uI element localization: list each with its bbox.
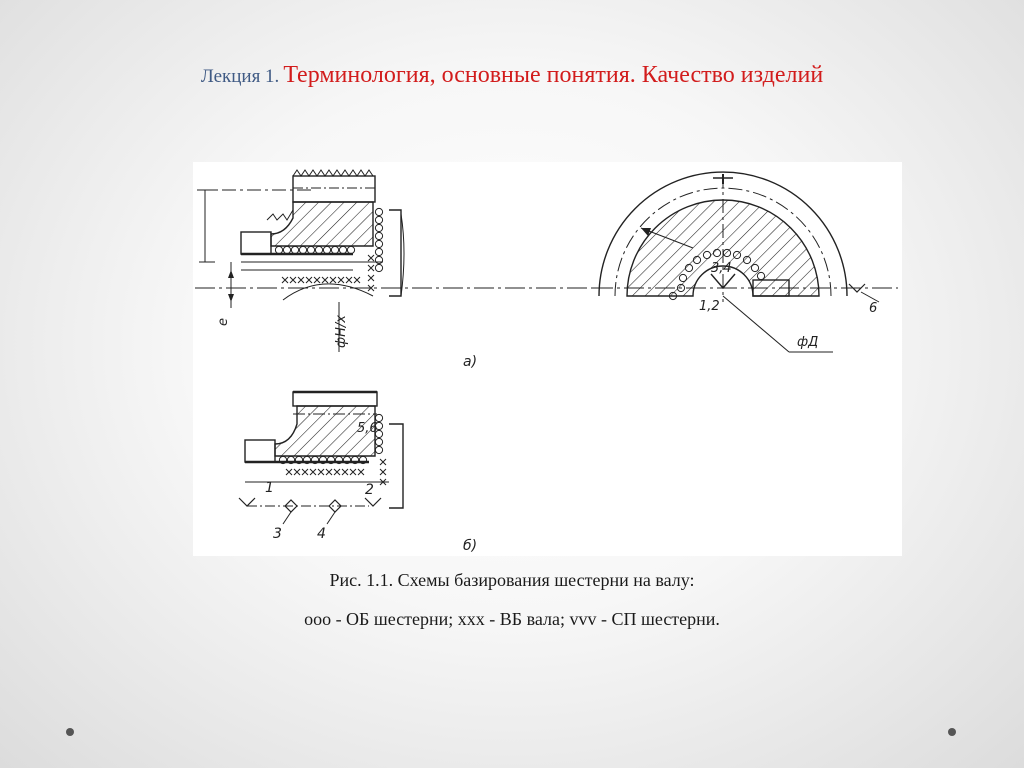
label-2: 2: [365, 482, 374, 498]
figure-caption: Рис. 1.1. Схемы базирования шестерни на валу:: [329, 570, 695, 590]
label-6: 6: [869, 301, 878, 316]
label-1: 1: [265, 480, 274, 496]
subfig-b-label: б): [463, 538, 478, 554]
label-4: 4: [317, 526, 326, 542]
slide-nav-dot-left: [66, 728, 74, 736]
label-3-4: 3,4: [711, 261, 732, 276]
label-3: 3: [273, 526, 282, 542]
dim-e-label: е: [216, 318, 231, 326]
label-5-6: 5,6: [357, 421, 378, 436]
section-a-gear: [195, 170, 593, 370]
lecture-label: Лекция 1.: [200, 66, 280, 87]
slide-nav-dot-right: [948, 728, 956, 736]
section-a-cross: [593, 172, 898, 352]
lecture-topic: Терминология, основные понятия. Качество изделий: [283, 62, 824, 88]
label-1-2: 1,2: [699, 299, 720, 314]
figure-drawing: [193, 162, 902, 556]
subfig-a-label: а): [463, 354, 478, 370]
figure-legend: ооо - ОБ шестерни; ххх - ВБ вала; vvv - СП шестерни.: [304, 609, 720, 629]
dim-d-label: фД: [797, 335, 819, 350]
slide-title: [0, 62, 1024, 89]
section-b-gear: [239, 392, 477, 554]
engineering-drawing: [193, 162, 902, 556]
dim-h-label: фН/х: [334, 315, 349, 348]
